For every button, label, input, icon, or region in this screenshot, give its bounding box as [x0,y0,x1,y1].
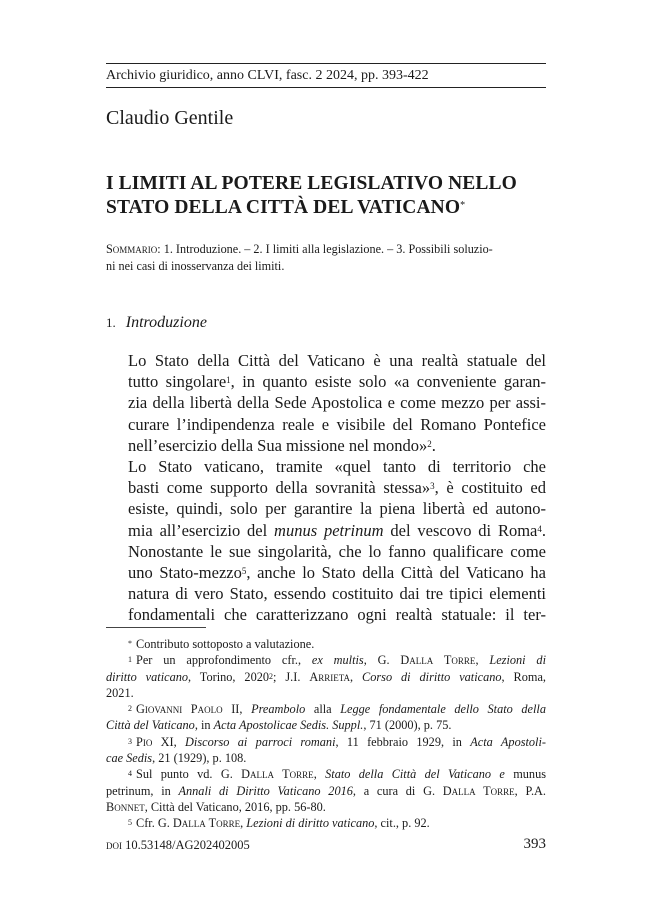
footnote: $^1$ Per un approfondimento cfr., ex multis, G. Dalla Torre, Lezioni di diritto vaticano, Torino, 2020$^2$; J.I. Arrieta, Corso di diritto vaticano, Roma, 2021. [106,653,546,700]
footnote-ref[interactable]: 4 [537,523,542,534]
title-line-1: I LIMITI AL POTERE LEGISLATIVO NELLO [106,173,517,194]
page-number: 393 [523,836,546,852]
footnote: $^2$ Giovanni Paolo II, Preambolo alla Legge fondamentale dello Stato della Città del Vaticano, in Acta Apostolicae Sedis. Suppl., 71 (2000), p. 75. [106,702,546,733]
journal-citation: Archivio giuridico, anno CLVI, fasc. 2 2024, pp. 393-422 [106,68,429,83]
footnote-ref[interactable]: 1 [226,375,231,386]
header-top-rule [106,63,546,64]
doi[interactable]: doi 10.53148/AG202402005 [106,838,250,852]
section-number: 1. [106,315,116,330]
title-footnote-mark[interactable]: * [460,200,466,211]
footnote-separator [106,627,206,628]
footnote-ref[interactable]: 5 [241,566,247,577]
footnote: * Contributo sottoposto a valutazione. [128,637,315,651]
sommario-label: Sommario [106,242,158,256]
table-of-contents: Sommario: 1. Introduzione. – 2. I limiti alla legislazione. – 3. Possibili soluzio- ni nei casi di inosservanza dei limiti. [106,242,493,273]
footnote: $^4$ Sul punto vd. G. Dalla Torre, Stato della Città del Vaticano e munus petrinum, in Annali di Diritto Vaticano 2016, a cura di G. Dalla Torre, P.A. Bonnet, Città del Vaticano, 2016, pp. 56-80. [106,767,547,814]
section-heading [106,314,207,332]
footnote-ref[interactable]: 3 [430,481,435,492]
footnote: $^3$ Pio XI, Discorso ai parroci romani, 11 febbraio 1929, in Acta Apostoli- cae Sedis, 21 (1929), p. 108. [106,734,546,766]
title-line-2: STATO DELLA CITTÀ DEL VATICANO* [106,197,466,218]
header-bottom-rule [106,87,546,88]
author-name: Claudio Gentile [106,107,234,129]
article-title [106,172,546,220]
paragraph: Lo Stato della Città del Vaticano è una realtà statuale del tutto singolare$^1$, in quanto esiste solo «a conveniente garan- zia della libertà della Sede Apostolica e come mezzo per assi- curare l’indipendenza reale e visibile del Romano Pontefice nell’esercizio della Sua missione nel mondo»$^2$. [128,351,547,455]
footnote-ref[interactable]: 2 [427,438,432,449]
paragraph: Lo Stato vaticano, tramite «quel tanto di territorio che basti come supporto della sovranità stessa»$^3$, è costituito ed esiste, quindi, solo per garantire la piena libertà ed autono- mia all’esercizio del munus petrinum del vescovo di Roma$^4$. Nonostante le sue singolarità, che lo fanno qualificare come uno Stato-mezzo$^5$, anche lo Stato della Città del Vaticano ha natura di vero Stato, essendo costituito dai tre tipici elementi fondamentali che caratterizzano ogni realtà statuale: il ter- [128,457,546,625]
footnotes [106,636,546,832]
body-text [106,350,546,626]
section-title: Introduzione [125,314,207,331]
footnote: $^5$ Cfr. G. Dalla Torre, Lezioni di diritto vaticano, cit., p. 92. [128,816,430,831]
